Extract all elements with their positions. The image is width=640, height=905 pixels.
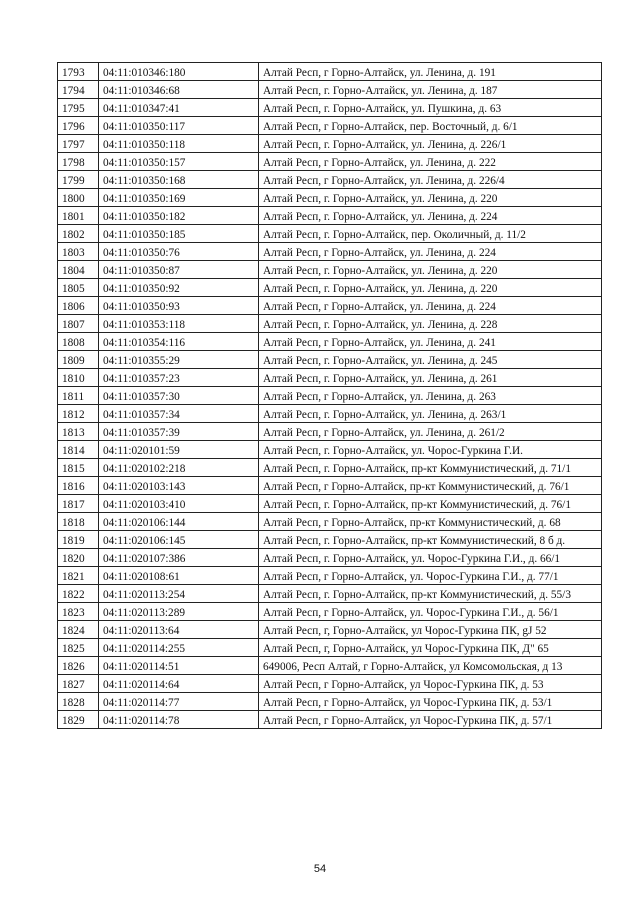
table-row <box>58 693 602 711</box>
address: Алтай Респ, г. Горно-Алтайск, ул. Ленина, д. 263/1 <box>259 405 602 423</box>
cadastral-number: 04:11:010346:68 <box>99 81 259 99</box>
registry-rows <box>58 63 602 729</box>
address: Алтай Респ, г Горно-Алтайск, ул. Ленина, д. 241 <box>259 333 602 351</box>
cadastral-number: 04:11:010353:118 <box>99 315 259 333</box>
table-row <box>58 153 602 171</box>
table-row <box>58 405 602 423</box>
table-row <box>58 567 602 585</box>
row-number: 1796 <box>58 117 99 135</box>
cadastral-number: 04:11:020106:144 <box>99 513 259 531</box>
address: Алтай Респ, г. Горно-Алтайск, пр-кт Коммунистический, д. 71/1 <box>259 459 602 477</box>
row-number: 1817 <box>58 495 99 513</box>
cadastral-number: 04:11:020113:289 <box>99 603 259 621</box>
row-number: 1799 <box>58 171 99 189</box>
address: Алтай Респ, г Горно-Алтайск, пр-кт Коммунистический, д. 76/1 <box>259 477 602 495</box>
table-row <box>58 639 602 657</box>
cadastral-number: 04:11:010357:23 <box>99 369 259 387</box>
address: Алтай Респ, г Горно-Алтайск, ул Чорос-Гуркина ПК, д. 53/1 <box>259 693 602 711</box>
table-row <box>58 369 602 387</box>
cadastral-number: 04:11:020113:64 <box>99 621 259 639</box>
table-row <box>58 711 602 729</box>
registry-table <box>57 62 602 729</box>
address: Алтай Респ, г Горно-Алтайск, ул. Чорос-Гуркина Г.И., д. 77/1 <box>259 567 602 585</box>
address: Алтай Респ, г Горно-Алтайск, ул. Ленина, д. 191 <box>259 63 602 81</box>
table-row <box>58 531 602 549</box>
table-row <box>58 135 602 153</box>
table-row <box>58 513 602 531</box>
address: Алтай Респ, г. Горно-Алтайск, ул. Ленина, д. 220 <box>259 189 602 207</box>
table-row <box>58 189 602 207</box>
cadastral-number: 04:11:010350:169 <box>99 189 259 207</box>
cadastral-number: 04:11:020114:78 <box>99 711 259 729</box>
table-row <box>58 81 602 99</box>
address: Алтай Респ, г. Горно-Алтайск, ул. Ленина, д. 220 <box>259 279 602 297</box>
row-number: 1806 <box>58 297 99 315</box>
cadastral-number: 04:11:010350:157 <box>99 153 259 171</box>
cadastral-number: 04:11:010357:30 <box>99 387 259 405</box>
cadastral-number: 04:11:020107:386 <box>99 549 259 567</box>
row-number: 1804 <box>58 261 99 279</box>
row-number: 1826 <box>58 657 99 675</box>
address: Алтай Респ, г Горно-Алтайск, ул. Ленина, д. 222 <box>259 153 602 171</box>
table-row <box>58 117 602 135</box>
address: Алтай Респ, г. Горно-Алтайск, ул. Ленина, д. 220 <box>259 261 602 279</box>
row-number: 1797 <box>58 135 99 153</box>
address: Алтай Респ, г. Горно-Алтайск, ул. Чорос-Гуркина Г.И. <box>259 441 602 459</box>
address: Алтай Респ, г. Горно-Алтайск, ул. Ленина, д. 224 <box>259 207 602 225</box>
cadastral-number: 04:11:020103:410 <box>99 495 259 513</box>
address: Алтай Респ, г Горно-Алтайск, ул. Ленина, д. 226/4 <box>259 171 602 189</box>
cadastral-number: 04:11:010357:34 <box>99 405 259 423</box>
row-number: 1824 <box>58 621 99 639</box>
row-number: 1816 <box>58 477 99 495</box>
address: Алтай Респ, г Горно-Алтайск, ул. Ленина, д. 224 <box>259 297 602 315</box>
table-row <box>58 441 602 459</box>
row-number: 1827 <box>58 675 99 693</box>
cadastral-number: 04:11:020114:51 <box>99 657 259 675</box>
address: Алтай Респ, г Горно-Алтайск, ул Чорос-Гуркина ПК, д. 53 <box>259 675 602 693</box>
cadastral-number: 04:11:010350:168 <box>99 171 259 189</box>
row-number: 1812 <box>58 405 99 423</box>
row-number: 1798 <box>58 153 99 171</box>
table-row <box>58 549 602 567</box>
cadastral-number: 04:11:010350:93 <box>99 297 259 315</box>
address: Алтай Респ, г. Горно-Алтайск, ул. Ленина, д. 226/1 <box>259 135 602 153</box>
address: Алтай Респ, г Горно-Алтайск, пер. Восточный, д. 6/1 <box>259 117 602 135</box>
row-number: 1800 <box>58 189 99 207</box>
address: Алтай Респ, г. Горно-Алтайск, пр-кт Коммунистический, д. 76/1 <box>259 495 602 513</box>
cadastral-number: 04:11:010354:116 <box>99 333 259 351</box>
row-number: 1793 <box>58 63 99 81</box>
row-number: 1819 <box>58 531 99 549</box>
cadastral-number: 04:11:010350:87 <box>99 261 259 279</box>
address: Алтай Респ, г. Горно-Алтайск, ул. Ленина, д. 261 <box>259 369 602 387</box>
row-number: 1805 <box>58 279 99 297</box>
table-row <box>58 63 602 81</box>
cadastral-number: 04:11:010346:180 <box>99 63 259 81</box>
cadastral-number: 04:11:020102:218 <box>99 459 259 477</box>
row-number: 1820 <box>58 549 99 567</box>
cadastral-number: 04:11:010347:41 <box>99 99 259 117</box>
address: Алтай Респ, г, Горно-Алтайск, ул Чорос-Гуркина ПК, gJ 52 <box>259 621 602 639</box>
row-number: 1802 <box>58 225 99 243</box>
address: Алтай Респ, г. Горно-Алтайск, ул. Ленина, д. 187 <box>259 81 602 99</box>
table-row <box>58 459 602 477</box>
row-number: 1828 <box>58 693 99 711</box>
cadastral-number: 04:11:020114:64 <box>99 675 259 693</box>
row-number: 1823 <box>58 603 99 621</box>
cadastral-number: 04:11:010350:92 <box>99 279 259 297</box>
cadastral-number: 04:11:020108:61 <box>99 567 259 585</box>
address: Алтай Респ, г Горно-Алтайск, ул. Ленина, д. 224 <box>259 243 602 261</box>
address: Алтай Респ, г, Горно-Алтайск, ул Чорос-Гуркина ПК, Д" 65 <box>259 639 602 657</box>
table-row <box>58 333 602 351</box>
address: Алтай Респ, г Горно-Алтайск, пр-кт Коммунистический, д. 68 <box>259 513 602 531</box>
address: Алтай Респ, г Горно-Алтайск, ул. Чорос-Гуркина Г.И., д. 56/1 <box>259 603 602 621</box>
table-row <box>58 315 602 333</box>
table-row <box>58 477 602 495</box>
table-row <box>58 675 602 693</box>
cadastral-number: 04:11:020113:254 <box>99 585 259 603</box>
table-row <box>58 225 602 243</box>
cadastral-number: 04:11:010350:182 <box>99 207 259 225</box>
row-number: 1803 <box>58 243 99 261</box>
row-number: 1794 <box>58 81 99 99</box>
row-number: 1811 <box>58 387 99 405</box>
table-row <box>58 297 602 315</box>
table-row <box>58 585 602 603</box>
table-row <box>58 657 602 675</box>
cadastral-number: 04:11:010357:39 <box>99 423 259 441</box>
table-row <box>58 423 602 441</box>
address: Алтай Респ, г. Горно-Алтайск, ул. Пушкина, д. 63 <box>259 99 602 117</box>
row-number: 1815 <box>58 459 99 477</box>
address: Алтай Респ, г. Горно-Алтайск, ул. Чорос-Гуркина Г.И., д. 66/1 <box>259 549 602 567</box>
cadastral-number: 04:11:010350:185 <box>99 225 259 243</box>
address: Алтай Респ, г. Горно-Алтайск, пр-кт Коммунистический, 8 б д. <box>259 531 602 549</box>
row-number: 1818 <box>58 513 99 531</box>
row-number: 1795 <box>58 99 99 117</box>
row-number: 1808 <box>58 333 99 351</box>
address: 649006, Респ Алтай, г Горно-Алтайск, ул Комсомольская, д 13 <box>259 657 602 675</box>
address: Алтай Респ, г. Горно-Алтайск, пр-кт Коммунистический, д. 55/3 <box>259 585 602 603</box>
row-number: 1829 <box>58 711 99 729</box>
row-number: 1807 <box>58 315 99 333</box>
table-row <box>58 621 602 639</box>
address: Алтай Респ, г Горно-Алтайск, ул. Ленина, д. 261/2 <box>259 423 602 441</box>
table-row <box>58 603 602 621</box>
row-number: 1825 <box>58 639 99 657</box>
address: Алтай Респ, г Горно-Алтайск, ул. Ленина, д. 263 <box>259 387 602 405</box>
page-number: 54 <box>313 863 327 875</box>
cadastral-number: 04:11:020114:255 <box>99 639 259 657</box>
row-number: 1822 <box>58 585 99 603</box>
table-row <box>58 351 602 369</box>
address: Алтай Респ, г Горно-Алтайск, ул Чорос-Гуркина ПК, д. 57/1 <box>259 711 602 729</box>
cadastral-number: 04:11:010350:117 <box>99 117 259 135</box>
cadastral-number: 04:11:020106:145 <box>99 531 259 549</box>
table-row <box>58 207 602 225</box>
row-number: 1810 <box>58 369 99 387</box>
cadastral-number: 04:11:020114:77 <box>99 693 259 711</box>
address: Алтай Респ, г. Горно-Алтайск, пер. Околичный, д. 11/2 <box>259 225 602 243</box>
row-number: 1814 <box>58 441 99 459</box>
table-row <box>58 387 602 405</box>
cadastral-number: 04:11:020101:59 <box>99 441 259 459</box>
table-row <box>58 495 602 513</box>
table-row <box>58 99 602 117</box>
cadastral-number: 04:11:010350:76 <box>99 243 259 261</box>
table-row <box>58 279 602 297</box>
table-row <box>58 261 602 279</box>
row-number: 1801 <box>58 207 99 225</box>
row-number: 1813 <box>58 423 99 441</box>
table-row <box>58 171 602 189</box>
cadastral-number: 04:11:010350:118 <box>99 135 259 153</box>
table-row <box>58 243 602 261</box>
cadastral-number: 04:11:020103:143 <box>99 477 259 495</box>
row-number: 1809 <box>58 351 99 369</box>
row-number: 1821 <box>58 567 99 585</box>
address: Алтай Респ, г. Горно-Алтайск, ул. Ленина, д. 245 <box>259 351 602 369</box>
cadastral-number: 04:11:010355:29 <box>99 351 259 369</box>
address: Алтай Респ, г. Горно-Алтайск, ул. Ленина, д. 228 <box>259 315 602 333</box>
